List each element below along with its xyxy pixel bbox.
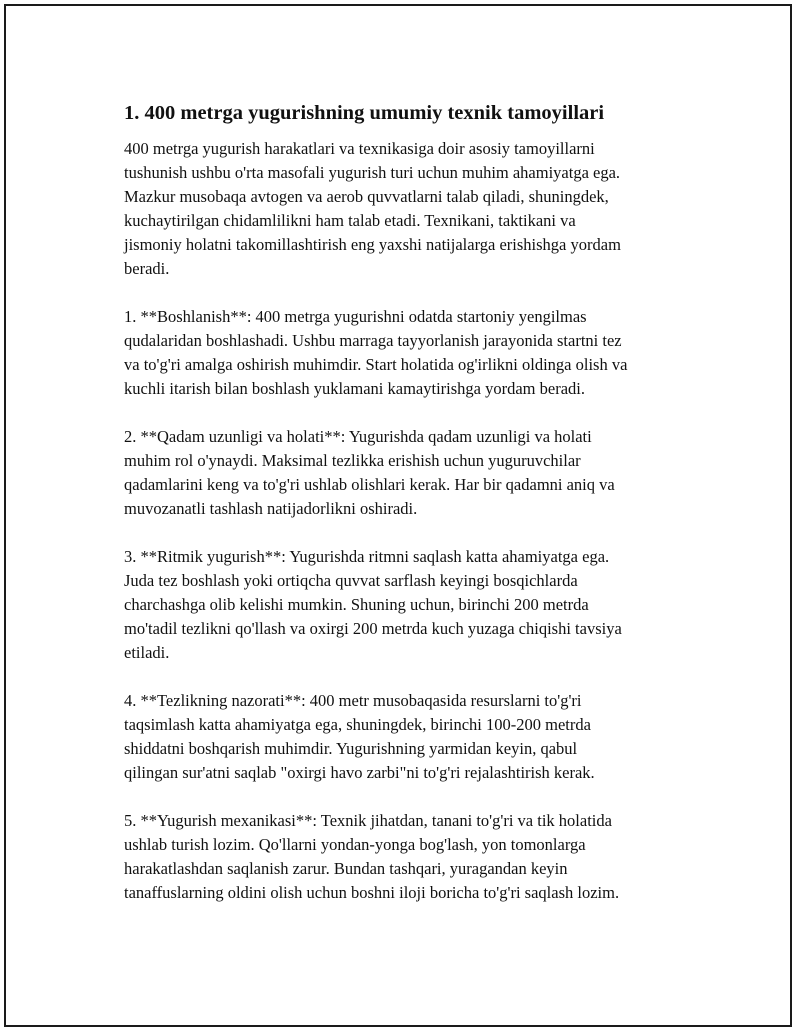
intro-paragraph [124, 137, 696, 281]
paragraph-line: va to'g'ri amalga oshirish muhimdir. Start holatida og'irlikni oldinga olish va [124, 355, 628, 374]
paragraph-line: 400 metrga yugurish harakatlari va texnikasiga doir asosiy tamoyillarni [124, 139, 595, 158]
paragraph-line: 2. **Qadam uzunligi va holati**: Yugurishda qadam uzunligi va holati [124, 427, 592, 446]
paragraph-line: ushlab turish lozim. Qo'llarni yondan-yonga bog'lash, yon tomonlarga [124, 835, 586, 854]
paragraph-line: tanaffuslarning oldini olish uchun boshni iloji boricha to'g'ri saqlash lozim. [124, 883, 620, 902]
paragraph-line: taqsimlash katta ahamiyatga ega, shuningdek, birinchi 100-200 metrda [124, 715, 591, 734]
paragraph-line: charchashga olib kelishi mumkin. Shuning uchun, birinchi 200 metrda [124, 595, 589, 614]
paragraph-line: muhim rol o'ynaydi. Maksimal tezlikka erishish uchun yuguruvchilar [124, 451, 581, 470]
list-item-stride [124, 425, 696, 521]
paragraph-line: kuchaytirilgan chidamlilikni ham talab etadi. Texnikani, taktikani va [124, 211, 576, 230]
paragraph-line: 5. **Yugurish mexanikasi**: Texnik jihatdan, tanani to'g'ri va tik holatida [124, 811, 612, 830]
paragraph-line: Juda tez boshlash yoki ortiqcha quvvat sarflash keyingi bosqichlarda [124, 571, 578, 590]
paragraph-line: harakatlashdan saqlanish zarur. Bundan tashqari, yuragandan keyin [124, 859, 568, 878]
paragraph-line: tushunish ushbu o'rta masofali yugurish turi uchun muhim ahamiyatga ega. [124, 163, 621, 182]
page-frame [4, 4, 792, 1027]
document-body [124, 100, 696, 929]
list-item-rhythm [124, 545, 696, 665]
list-item-speed-control [124, 689, 696, 785]
paragraph-line: qadamlarini keng va to'g'ri ushlab olishlari kerak. Har bir qadamni aniq va [124, 475, 615, 494]
paragraph-line: kuchli itarish bilan boshlash yuklamani kamaytirishga yordam beradi. [124, 379, 585, 398]
paragraph-line: mo'tadil tezlikni qo'llash va oxirgi 200 metrda kuch yuzaga chiqishi tavsiya [124, 619, 622, 638]
paragraph-line: 3. **Ritmik yugurish**: Yugurishda ritmni saqlash katta ahamiyatga ega. [124, 547, 610, 566]
paragraph-line: etiladi. [124, 643, 170, 662]
list-item-mechanics [124, 809, 696, 905]
section-heading: 1. 400 metrga yugurishning umumiy texnik tamoyillari [124, 102, 605, 124]
paragraph-line: beradi. [124, 259, 170, 278]
paragraph-line: qudalaridan boshlashadi. Ushbu marraga tayyorlanish jarayonida startni tez [124, 331, 622, 350]
paragraph-line: shiddatni boshqarish muhimdir. Yugurishning yarmidan keyin, qabul [124, 739, 578, 758]
paragraph-line: 1. **Boshlanish**: 400 metrga yugurishni odatda startoniy yengilmas [124, 307, 587, 326]
paragraph-line: 4. **Tezlikning nazorati**: 400 metr musobaqasida resurslarni to'g'ri [124, 691, 582, 710]
paragraph-line: jismoniy holatni takomillashtirish eng yaxshi natijalarga erishishga yordam [124, 235, 621, 254]
list-item-start [124, 305, 696, 401]
paragraph-line: qilingan sur'atni saqlab "oxirgi havo zarbi"ni to'g'ri rejalashtirish kerak. [124, 763, 595, 782]
paragraph-line: Mazkur musobaqa avtogen va aerob quvvatlarni talab qiladi, shuningdek, [124, 187, 609, 206]
paragraph-line: muvozanatli tashlash natijadorlikni oshiradi. [124, 499, 418, 518]
